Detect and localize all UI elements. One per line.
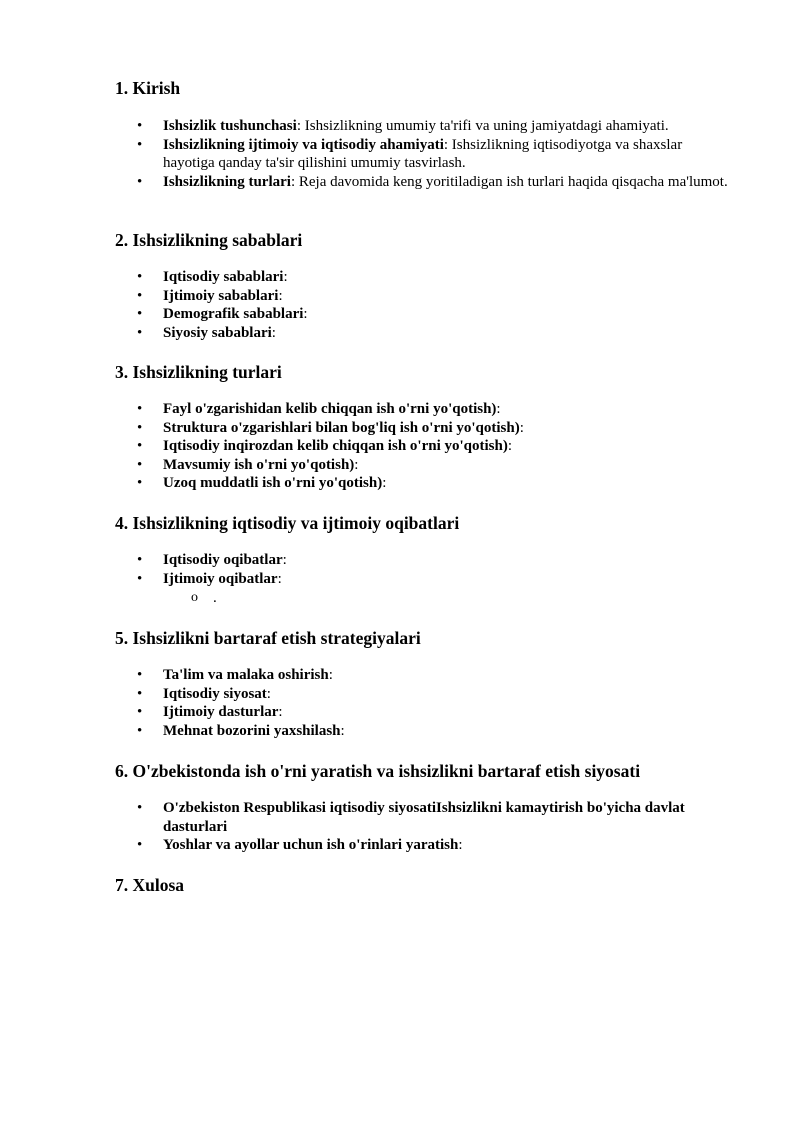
item-text: : bbox=[458, 837, 463, 853]
bullet-list bbox=[115, 400, 735, 493]
list-item bbox=[115, 287, 735, 306]
item-term: Ijtimoiy sabablari bbox=[163, 287, 279, 304]
bullet-list bbox=[115, 268, 735, 342]
section-heading: 5. Ishsizlikni bartaraf etish strategiyalari bbox=[115, 628, 421, 648]
item-term: Mehnat bozorini yaxshilash bbox=[163, 722, 341, 739]
item-text: : bbox=[282, 552, 287, 568]
item-text: : bbox=[328, 667, 333, 683]
section-heading: 1. Kirish bbox=[115, 78, 181, 98]
section-heading: 2. Ishsizlikning sabablari bbox=[115, 230, 303, 250]
list-item bbox=[115, 324, 735, 343]
item-text: : bbox=[278, 704, 283, 720]
sub-list-item: o . bbox=[163, 589, 735, 608]
bullet-list bbox=[115, 666, 735, 740]
list-item bbox=[115, 703, 735, 722]
item-term: Iqtisodiy siyosat bbox=[163, 685, 267, 702]
section-heading: 3. Ishsizlikning turlari bbox=[115, 362, 282, 382]
list-item bbox=[115, 268, 735, 287]
item-text: : bbox=[283, 269, 288, 285]
item-text: : bbox=[277, 570, 282, 587]
list-item bbox=[115, 474, 735, 493]
list-item bbox=[115, 799, 735, 836]
item-text: : Ishsizlikning iqtisodiyotga va shaxslar hayotiga qanday ta'sir qilishini umumiy tasvirlash. bbox=[163, 136, 683, 171]
item-term: Ishsizlik tushunchasi bbox=[163, 118, 297, 134]
item-text: : bbox=[340, 722, 345, 739]
list-item bbox=[115, 173, 735, 192]
item-term: Siyosiy sabablari bbox=[163, 324, 272, 341]
item-text: : bbox=[507, 438, 513, 454]
item-term: Mavsumiy ish o'rni yo'qotish) bbox=[163, 456, 355, 473]
item-term: Ishsizlikning ijtimoiy va iqtisodiy ahamiyati bbox=[163, 136, 444, 153]
item-text: : bbox=[266, 685, 271, 702]
item-text: : bbox=[496, 401, 501, 417]
item-term: Yoshlar va ayollar uchun ish o'rinlari yaratish bbox=[163, 837, 459, 853]
bullet-list bbox=[115, 551, 735, 608]
bullet-list bbox=[115, 799, 735, 855]
list-item bbox=[115, 400, 735, 419]
list-item bbox=[115, 456, 735, 475]
list-item bbox=[115, 136, 735, 173]
item-term: Fayl o'zgarishidan kelib chiqqan ish o'rni yo'qotish) bbox=[163, 401, 497, 417]
item-text: : Ishsizlikning umumiy ta'rifi va uning jamiyatdagi ahamiyati. bbox=[296, 118, 669, 134]
list-item bbox=[115, 305, 735, 324]
item-text: : bbox=[354, 456, 359, 473]
item-term: Ijtimoiy dasturlar bbox=[163, 704, 279, 720]
sub-list bbox=[163, 589, 735, 608]
list-item bbox=[115, 117, 735, 136]
list-item bbox=[115, 419, 735, 438]
item-term: Ijtimoiy oqibatlar bbox=[163, 570, 278, 587]
section-heading: 6. O'zbekistonda ish o'rni yaratish va ishsizlikni bartaraf etish siyosati bbox=[115, 761, 641, 781]
item-term: Ta'lim va malaka oshirish bbox=[163, 667, 329, 683]
item-text: : bbox=[271, 324, 276, 341]
item-term: Ishsizlikning turlari bbox=[163, 173, 291, 190]
item-text: : bbox=[382, 475, 387, 491]
list-item bbox=[115, 666, 735, 685]
section-heading: 4. Ishsizlikning iqtisodiy va ijtimoiy oqibatlari bbox=[115, 513, 460, 533]
section-heading: 7. Xulosa bbox=[115, 875, 185, 895]
item-term: Iqtisodiy inqirozdan kelib chiqqan ish o'rni yo'qotish) bbox=[163, 438, 508, 454]
item-term: Uzoq muddatli ish o'rni yo'qotish) bbox=[163, 475, 383, 491]
list-item bbox=[115, 437, 735, 456]
bullet-list bbox=[115, 117, 735, 191]
item-text: : bbox=[278, 287, 283, 304]
item-text: : bbox=[303, 306, 308, 322]
list-item bbox=[115, 836, 735, 855]
item-term: Struktura o'zgarishlari bilan bog'liq ish o'rni yo'qotish) bbox=[163, 419, 520, 436]
item-term: Demografik sabablari bbox=[163, 306, 304, 322]
list-item bbox=[115, 685, 735, 704]
item-term: O'zbekiston Respublikasi iqtisodiy siyosatiIshsizlikni kamaytirish bo'yicha davlat dasturlari bbox=[163, 800, 685, 835]
list-item bbox=[115, 551, 735, 570]
item-term: Iqtisodiy sabablari bbox=[163, 269, 284, 285]
list-item bbox=[115, 570, 735, 608]
list-item bbox=[115, 722, 735, 741]
item-text: : Reja davomida keng yoritiladigan ish turlari haqida qisqacha ma'lumot. bbox=[290, 173, 728, 190]
item-term: Iqtisodiy oqibatlar bbox=[163, 552, 283, 568]
item-text: : bbox=[519, 419, 524, 436]
